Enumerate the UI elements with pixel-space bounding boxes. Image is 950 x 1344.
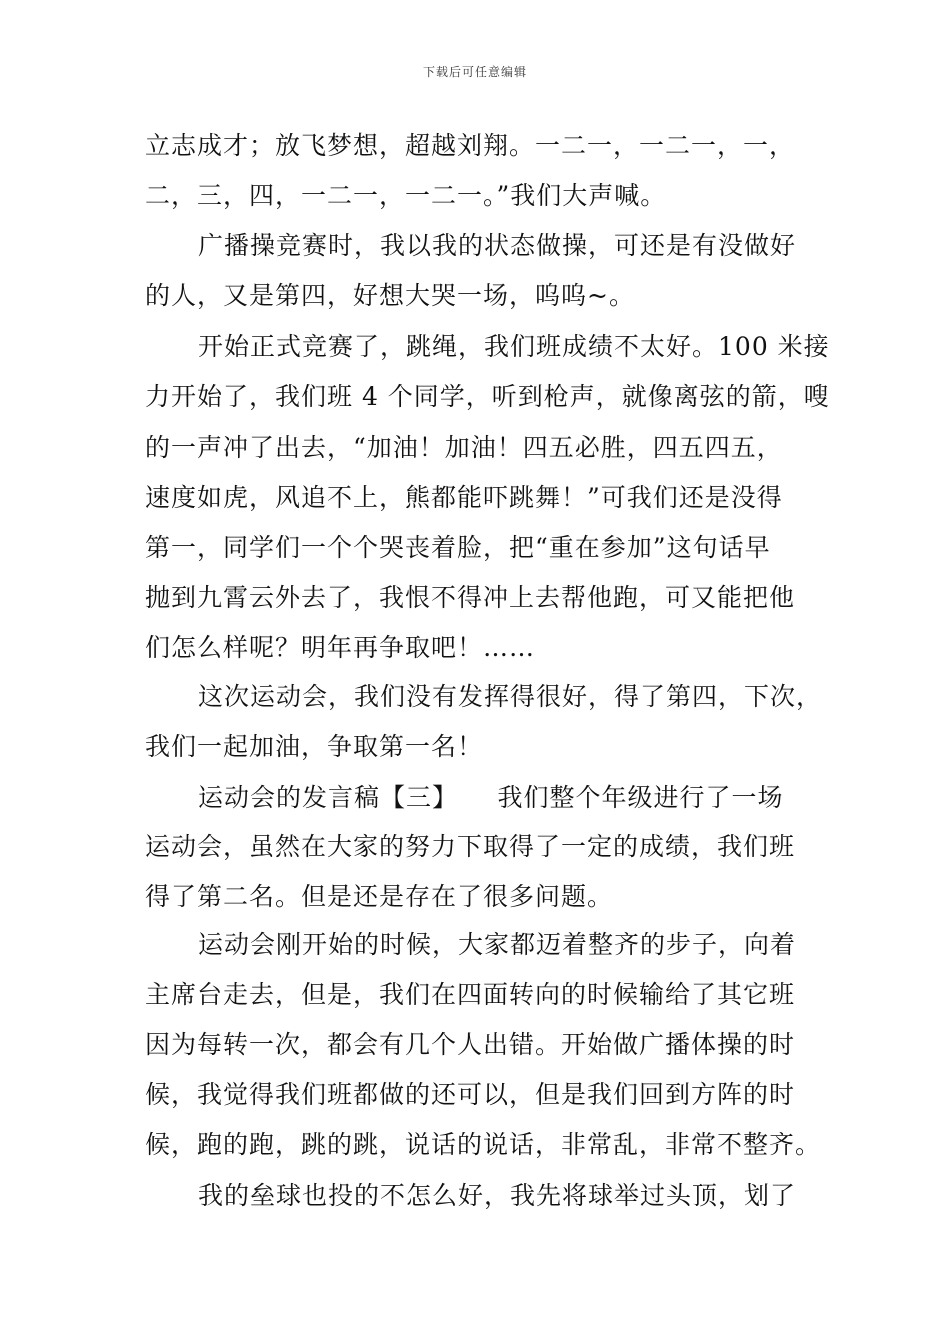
text-line: 我们一起加油，争取第一名！ <box>145 732 484 761</box>
text-line: 开始正式竞赛了，跳绳，我们班成绩不太好。100 米接 <box>198 332 830 361</box>
text-line: 得了第二名。但是还是存在了很多问题。 <box>145 882 614 911</box>
text-line: 抛到九霄云外去了，我恨不得冲上去帮他跑，可又能把他 <box>145 583 796 612</box>
text-line: 的一声冲了出去，“加油！加油！四五必胜，四五四五， <box>145 433 783 462</box>
text-line: 们怎么样呢？明年再争取吧！…… <box>145 633 536 662</box>
text-line: 力开始了，我们班 4 个同学，听到枪声，就像离弦的箭，嗖 <box>145 382 830 411</box>
text-line: 二，三，四，一二一，一二一。”我们大声喊。 <box>145 181 667 210</box>
text-line: 立志成才；放飞梦想，超越刘翔。一二一，一二一，一， <box>145 131 796 160</box>
text-line: 广播操竞赛时，我以我的状态做操，可还是有没做好 <box>198 231 797 260</box>
text-line: 运动会，虽然在大家的努力下取得了一定的成绩，我们班 <box>145 832 796 861</box>
text-line: 候，跑的跑，跳的跳，说话的说话，非常乱，非常不整齐。 <box>145 1130 822 1159</box>
text-line: 速度如虎，风追不上，熊都能吓跳舞！”可我们还是没得 <box>145 483 783 512</box>
text-line: 主席台走去，但是，我们在四面转向的时候输给了其它班 <box>145 980 796 1009</box>
text-line: 的人，又是第四，好想大哭一场，呜呜~。 <box>145 281 635 310</box>
text-line: 第一，同学们一个个哭丧着脸，把“重在参加”这句话早 <box>145 533 771 562</box>
text-line: 运动会的发言稿【三】 我们整个年级进行了一场 <box>198 783 784 812</box>
text-line: 因为每转一次，都会有几个人出错。开始做广播体操的时 <box>145 1030 796 1059</box>
text-line: 候，我觉得我们班都做的还可以，但是我们回到方阵的时 <box>145 1080 796 1109</box>
page-header-note: 下载后可任意编辑 <box>422 65 527 79</box>
text-line: 我的垒球也投的不怎么好，我先将球举过头顶，划了 <box>198 1181 797 1210</box>
text-line: 运动会刚开始的时候，大家都迈着整齐的步子，向着 <box>198 930 797 959</box>
text-line: 这次运动会，我们没有发挥得很好，得了第四，下次， <box>198 682 823 711</box>
